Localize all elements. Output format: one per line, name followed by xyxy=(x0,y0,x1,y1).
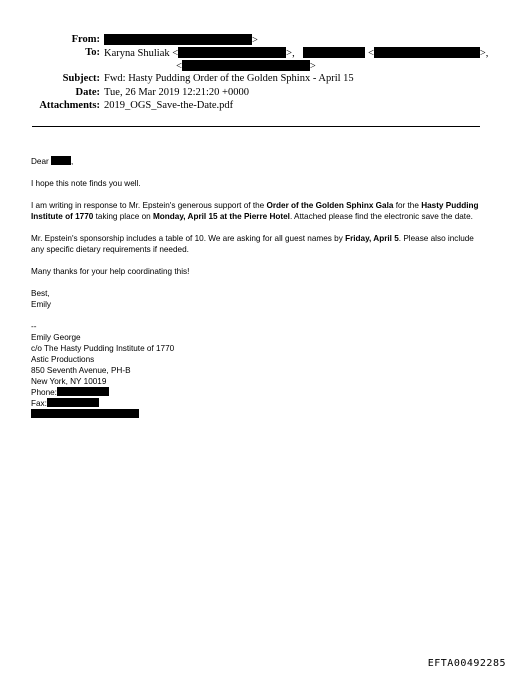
p2-bold-gala: Order of the Golden Sphinx Gala xyxy=(266,201,394,210)
greeting-comma: , xyxy=(71,157,74,166)
paragraph-1: I hope this note finds you well. xyxy=(31,179,141,188)
subject-label: Subject: xyxy=(62,73,100,84)
from-label: From: xyxy=(71,34,100,45)
redaction-block xyxy=(31,409,139,418)
p3-text: Mr. Epstein's sponsorship includes a table of 10. We are asking for all guest names by xyxy=(31,234,346,243)
to-separator: > xyxy=(309,61,316,72)
to-separator: < xyxy=(176,61,182,72)
redaction-block xyxy=(51,156,74,166)
from-suffix: > xyxy=(252,35,258,46)
p2-bold-institute: Hasty Pudding Institute of 1770 xyxy=(31,201,479,221)
to-separator: < xyxy=(367,48,374,59)
date-value: Tue, 26 Mar 2019 12:21:20 +0000 xyxy=(104,87,249,98)
closing-name: Emily xyxy=(31,300,52,309)
from-value xyxy=(104,34,258,46)
email-body xyxy=(31,156,483,420)
signature-company: Astic Productions xyxy=(31,355,95,364)
subject-value: Fwd: Hasty Pudding Order of the Golden Sphinx - April 15 xyxy=(104,73,354,84)
p3-text: . Please also include any specific dietary requirements if needed. xyxy=(31,234,474,254)
closing xyxy=(31,288,483,310)
attachments-label: Attachments: xyxy=(39,100,100,111)
p2-text: taking place on xyxy=(93,212,153,221)
header-divider xyxy=(32,126,480,127)
attachment-link[interactable]: 2019_OGS_Save-the-Date.pdf xyxy=(104,100,234,111)
signature-name: Emily George xyxy=(31,333,81,342)
redaction-block xyxy=(182,60,310,71)
redaction-block xyxy=(374,47,480,58)
p2-bold-date-venue: Monday, April 15 at the Pierre Hotel xyxy=(152,212,290,221)
bates-number: EFTA00492285 xyxy=(427,658,506,669)
paragraph-2 xyxy=(31,200,483,222)
signature-address: 850 Seventh Avenue, PH-B xyxy=(31,366,131,375)
signature-separator: -- xyxy=(31,322,37,331)
signature-organization: c/o The Hasty Pudding Institute of 1770 xyxy=(31,344,175,353)
p3-bold-deadline: Friday, April 5 xyxy=(345,234,399,243)
to-separator: >, xyxy=(286,48,295,59)
p2-text: I am writing in response to Mr. Epstein's generous support of the xyxy=(31,201,267,210)
to-value-continued xyxy=(176,60,316,72)
fax-label: Fax: xyxy=(31,399,47,408)
greeting xyxy=(31,156,483,167)
closing-text: Best, xyxy=(31,289,50,298)
date-label: Date: xyxy=(75,87,100,98)
signature-fax xyxy=(31,398,483,409)
redaction-block xyxy=(104,34,252,45)
to-value xyxy=(104,47,488,59)
phone-label: Phone: xyxy=(31,388,57,397)
redaction-block xyxy=(303,47,365,58)
signature-block xyxy=(31,321,483,420)
paragraph-4: Many thanks for your help coordinating this! xyxy=(31,267,190,276)
p2-text: . Attached please find the electronic save the date. xyxy=(289,212,473,221)
to-separator: >, xyxy=(479,48,489,59)
redaction-block xyxy=(47,398,99,407)
to-name: Karyna Shuliak < xyxy=(104,48,179,59)
signature-city: New York, NY 10019 xyxy=(31,377,107,386)
paragraph-3 xyxy=(31,233,483,255)
p2-text: for the xyxy=(393,201,422,210)
to-label: To: xyxy=(85,47,100,58)
redaction-block xyxy=(57,387,109,396)
signature-redacted-line xyxy=(31,409,483,420)
greeting-text: Dear xyxy=(31,157,49,166)
signature-phone xyxy=(31,387,483,398)
redaction-block xyxy=(178,47,286,58)
